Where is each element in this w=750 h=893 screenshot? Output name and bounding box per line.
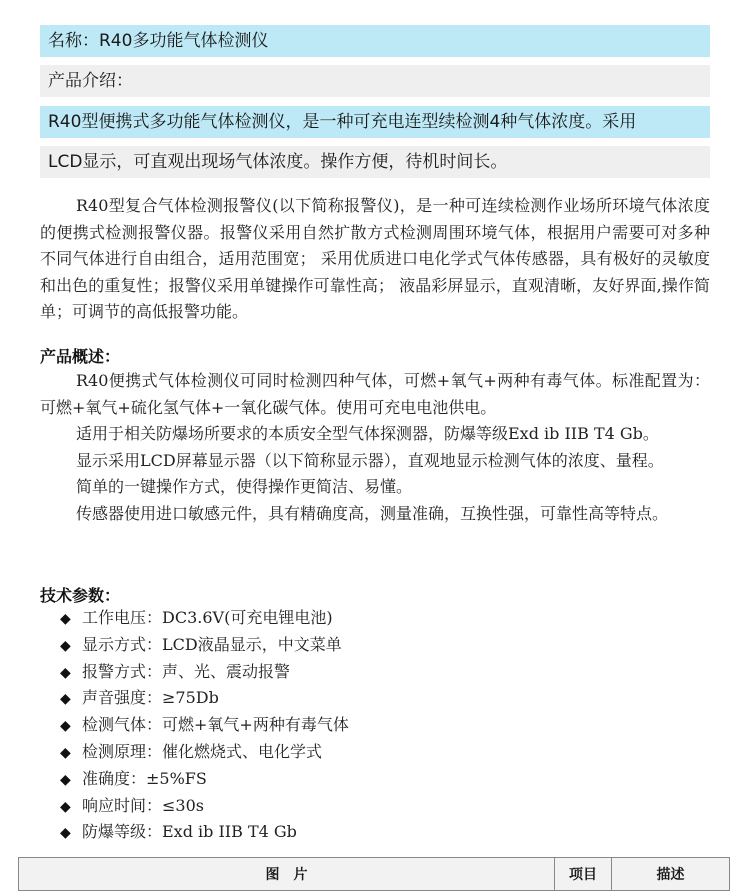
spec-item: ◆ 检测原理：催化燃烧式、电化学式 bbox=[60, 739, 349, 766]
overview-paragraph: 显示采用LCD屏幕显示器（以下简称显示器），直观地显示检测气体的浓度、量程。 bbox=[76, 450, 664, 470]
intro-label-bar: 产品介绍： bbox=[40, 65, 710, 97]
spec-item: ◆ 显示方式：LCD液晶显示，中文菜单 bbox=[60, 632, 349, 659]
column-header-item: 项目 bbox=[555, 858, 612, 891]
summary-line-1: R40型便携式多功能气体检测仪，是一种可充电连型续检测4种气体浓度。采用 bbox=[40, 106, 710, 138]
specs-list bbox=[60, 605, 349, 846]
diamond-bullet-icon: ◆ bbox=[60, 771, 71, 788]
spec-item: ◆ 声音强度：≥75Db bbox=[60, 685, 349, 712]
diamond-bullet-icon: ◆ bbox=[60, 637, 71, 654]
column-header-description: 描述 bbox=[612, 858, 730, 891]
spec-item: ◆ 报警方式：声、光、震动报警 bbox=[60, 659, 349, 686]
diamond-bullet-icon: ◆ bbox=[60, 718, 71, 735]
summary-line-2: LCD显示，可直观出现场气体浓度。操作方便，待机时间长。 bbox=[40, 146, 710, 178]
product-table bbox=[18, 857, 730, 891]
diamond-bullet-icon: ◆ bbox=[60, 798, 71, 815]
overview-paragraph: 简单的一键操作方式，使得操作更简洁、易懂。 bbox=[76, 477, 413, 496]
column-header-image: 图 片 bbox=[19, 858, 555, 891]
diamond-bullet-icon: ◆ bbox=[60, 825, 71, 842]
spec-item: ◆ 检测气体：可燃+氧气+两种有毒气体 bbox=[60, 712, 349, 739]
diamond-bullet-icon: ◆ bbox=[60, 664, 71, 681]
diamond-bullet-icon: ◆ bbox=[60, 691, 71, 708]
overview-section bbox=[40, 368, 710, 527]
table-header-row bbox=[19, 858, 730, 891]
spec-item: ◆ 响应时间：≤30s bbox=[60, 793, 349, 820]
specs-heading: 技术参数： bbox=[40, 586, 121, 605]
overview-paragraph: 传感器使用进口敏感元件，具有精确度高，测量准确，互换性强，可靠性高等特点。 bbox=[76, 503, 669, 523]
spec-item: ◆ 防爆等级：Exd ib IIB T4 Gb bbox=[60, 819, 349, 846]
diamond-bullet-icon: ◆ bbox=[60, 611, 71, 627]
spec-item: ◆ 准确度：±5%FS bbox=[60, 766, 349, 793]
product-name-bar: 名称：R40多功能气体检测仪 bbox=[40, 25, 710, 57]
overview-paragraph: 适用于相关防爆场所要求的本质安全型气体探测器，防爆等级Exd ib IIB T4 Gb。 bbox=[76, 424, 659, 443]
spec-item: ◆ 工作电压：DC3.6V(可充电锂电池) bbox=[60, 605, 349, 632]
description-paragraph: R40型复合气体检测报警仪(以下简称报警仪)，是一种可连续检测作业场所环境气体浓度的便携式检测报警仪器。报警仪采用自然扩散方式检测周围环境气体，根据用户需要可对多种不同气体进行自由组合，适用范围宽； 采用优质进口电化学式气体传感器，具有极好的灵敏度和出色的重复性；报警仪采用单键操作可靠性高； 液晶彩屏显示，直观清晰，友好界面,操作简单；可调节的高低报警功能。 bbox=[40, 196, 710, 321]
overview-paragraph: R40便携式气体检测仪可同时检测四种气体，可燃+氧气+两种有毒气体。标准配置为：可燃+氧气+硫化氢气体+一氧化碳气体。使用可充电电池供电。 bbox=[40, 371, 710, 417]
diamond-bullet-icon: ◆ bbox=[60, 744, 71, 761]
overview-heading: 产品概述： bbox=[40, 347, 121, 366]
